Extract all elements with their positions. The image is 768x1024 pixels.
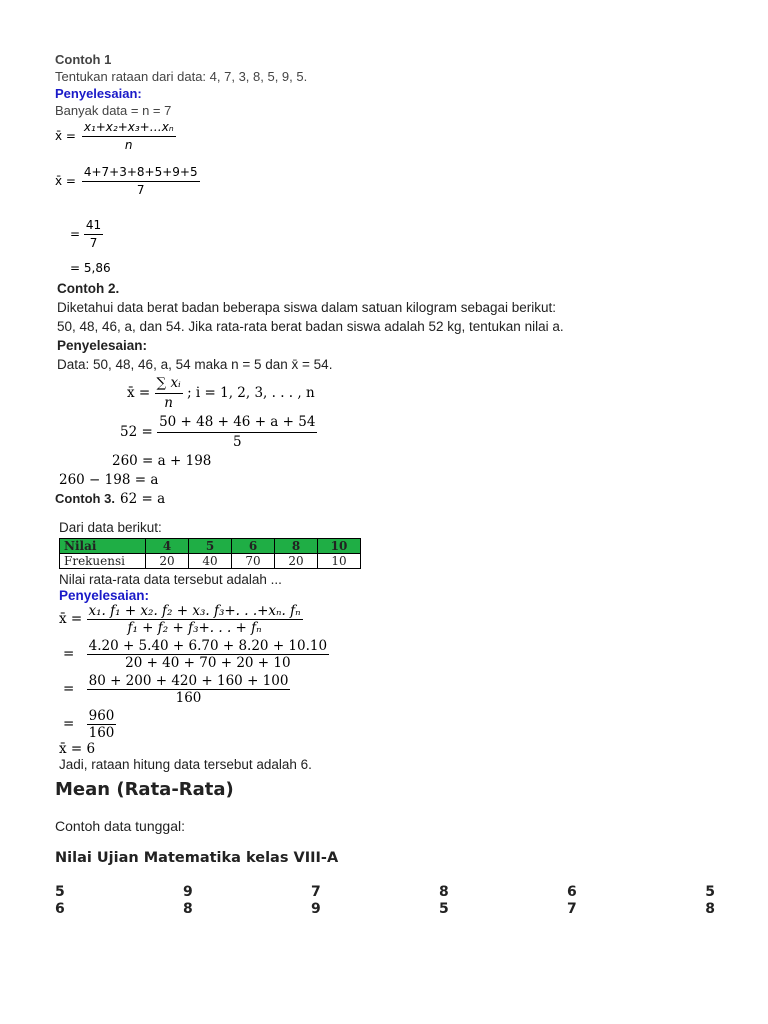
- table-cell: 20: [146, 554, 189, 569]
- nilai-table-title: Nilai Ujian Matematika kelas VIII-A: [55, 850, 339, 866]
- table-cell: 10: [318, 554, 361, 569]
- contoh1-question: Tentukan rataan dari data: 4, 7, 3, 8, 5, 9, 5.: [55, 69, 308, 84]
- contoh3-table: [59, 538, 361, 569]
- contoh1-formula: [55, 119, 307, 154]
- s3-numerator: 80 + 200 + 420 + 160 + 100: [88, 673, 289, 689]
- table-cell: 6: [232, 539, 275, 554]
- contoh3-step5: x̄ = 6: [59, 741, 96, 757]
- nilai-grid: [55, 884, 715, 918]
- f2-lhs: 52 =: [120, 424, 153, 440]
- table-header-row: [60, 539, 361, 554]
- contoh3-solution-label: Penyelesaian:: [59, 588, 150, 603]
- s2-denominator: 20 + 40 + 70 + 20 + 10: [125, 655, 291, 671]
- table-row: [55, 884, 715, 901]
- contoh2-data-line: Data: 50, 48, 46, a, 54 maka n = 5 dan x̄ = 54.: [57, 357, 333, 372]
- contoh2-question-line1: Diketahui data berat badan beberapa siswa dalam satuan kilogram sebagai berikut:: [57, 300, 557, 315]
- contoh3-step2: [59, 638, 361, 671]
- s1-lhs: x̄ =: [59, 611, 83, 627]
- f1-tail: ; i = 1, 2, 3, . . . , n: [187, 385, 315, 401]
- table-cell: 5: [189, 539, 232, 554]
- contoh1-block: [55, 51, 307, 277]
- s2-numerator: 4.20 + 5.40 + 6.70 + 8.20 + 10.10: [88, 638, 328, 654]
- contoh1-result: = 5,86: [70, 261, 111, 275]
- grid-cell: 9: [311, 901, 321, 917]
- f1-denominator: n: [164, 395, 173, 411]
- grid-cell: 5: [705, 884, 715, 900]
- table-cell: 10: [318, 539, 361, 554]
- table-cell: Nilai: [60, 539, 146, 554]
- grid-cell: 8: [439, 884, 449, 900]
- contoh3-step3: [59, 673, 361, 706]
- s4-denominator: 160: [88, 725, 115, 741]
- grid-cell: 6: [567, 884, 577, 900]
- grid-cell: 7: [567, 901, 577, 917]
- grid-cell: 8: [183, 901, 193, 917]
- contoh2-solution-label: Penyelesaian:: [57, 338, 148, 353]
- mean-section-title: Mean (Rata-Rata): [55, 779, 234, 800]
- contoh1-banyak-data: Banyak data = n = 7: [55, 103, 172, 118]
- f1-numerator: ∑ xᵢ: [155, 374, 183, 394]
- frac-denominator: 7: [89, 236, 98, 250]
- contoh2-step3: 260 = a + 198: [112, 453, 212, 469]
- contoh1-solution-label: Penyelesaian:: [55, 86, 142, 101]
- s1-numerator: x₁. f₁ + x₂. f₂ + x₃. f₃+. . .+xₙ. fₙ: [88, 603, 301, 619]
- s3-denominator: 160: [175, 690, 202, 706]
- table-row: [55, 901, 715, 918]
- contoh2-formula-52: [120, 413, 564, 452]
- contoh3-step1: [59, 603, 361, 636]
- table-cell: 4: [146, 539, 189, 554]
- contoh2-block: [57, 279, 564, 509]
- contoh2-step5: 62 = a: [120, 491, 166, 507]
- grid-cell: 8: [705, 901, 715, 917]
- contoh1-calc: [55, 164, 307, 199]
- contoh3-question: Nilai rata-rata data tersebut adalah ...: [59, 572, 282, 587]
- contoh3-title: Contoh 3.: [55, 491, 115, 506]
- formula-numerator: x₁+x₂+x₃+…xₙ: [82, 119, 176, 137]
- table-cell: 8: [275, 539, 318, 554]
- f2-numerator: 50 + 48 + 46 + a + 54: [157, 413, 317, 433]
- grid-cell: 7: [311, 884, 321, 900]
- frac-numerator: 41: [84, 217, 103, 235]
- table-cell: 40: [189, 554, 232, 569]
- calc-denominator: 7: [136, 183, 145, 197]
- grid-cell: 5: [55, 884, 65, 900]
- table-row: [60, 554, 361, 569]
- contoh2-title: Contoh 2.: [57, 281, 120, 296]
- contoh2-question-line2: 50, 48, 46, a, dan 54. Jika rata-rata berat badan siswa adalah 52 kg, tentukan nilai a.: [57, 319, 564, 334]
- contoh2-formula-mean: [127, 374, 564, 413]
- table-cell: 70: [232, 554, 275, 569]
- s4-lhs: =: [63, 716, 75, 732]
- grid-cell: 9: [183, 884, 193, 900]
- f1-lhs: x̄ =: [127, 385, 151, 401]
- contoh3-conclusion: Jadi, rataan hitung data tersebut adalah 6.: [59, 757, 312, 772]
- mean-section-subtitle: Contoh data tunggal:: [55, 818, 185, 834]
- contoh3-step4: [59, 708, 361, 741]
- contoh3-intro: Dari data berikut:: [59, 520, 162, 535]
- table-cell: 20: [275, 554, 318, 569]
- s3-lhs: =: [63, 681, 75, 697]
- xbar-label-2: x̄ =: [55, 174, 76, 188]
- table-cell: Frekuensi: [60, 554, 146, 569]
- contoh2-step4: 260 − 198 = a: [59, 472, 159, 488]
- xbar-label: x̄ =: [55, 129, 76, 143]
- formula-denominator: n: [124, 138, 133, 152]
- s2-lhs: =: [63, 646, 75, 662]
- f2-denominator: 5: [232, 434, 242, 450]
- calc-numerator: 4+7+3+8+5+9+5: [82, 164, 200, 182]
- eq-sign: =: [70, 227, 81, 241]
- grid-cell: 5: [439, 901, 449, 917]
- s1-denominator: f₁ + f₂ + f₃+. . . + fₙ: [127, 620, 262, 636]
- contoh1-title: Contoh 1: [55, 52, 112, 67]
- contoh1-fraction: [70, 217, 307, 252]
- contoh3-block: [59, 520, 361, 772]
- s4-numerator: 960: [88, 708, 115, 724]
- grid-cell: 6: [55, 901, 65, 917]
